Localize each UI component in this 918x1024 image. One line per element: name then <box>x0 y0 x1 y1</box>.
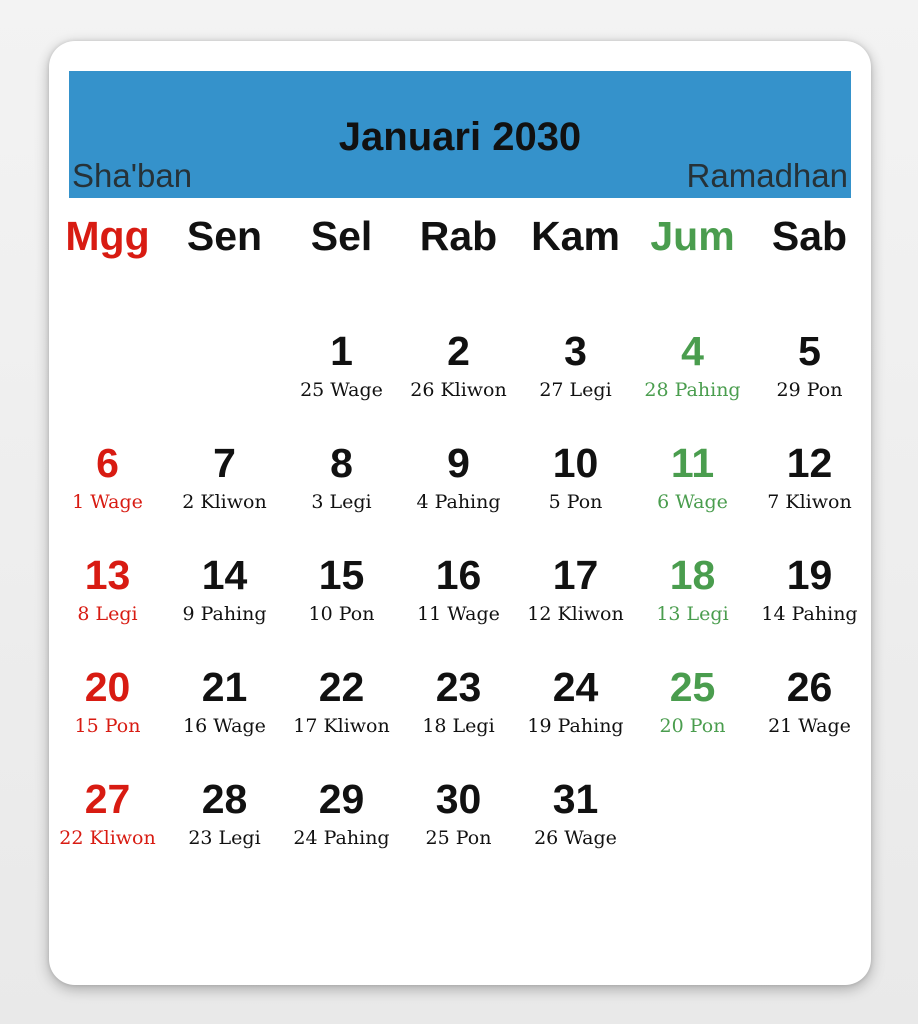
calendar-day-cell[interactable] <box>166 775 283 875</box>
calendar-day-cell[interactable] <box>517 551 634 651</box>
calendar-day-cell[interactable] <box>751 551 868 651</box>
javanese-date: 5 Pon <box>548 491 603 513</box>
javanese-date: 15 Pon <box>74 715 141 737</box>
calendar-day-cell[interactable] <box>166 551 283 651</box>
weekday-saturday: Sab <box>771 213 848 259</box>
calendar-day-cell[interactable] <box>517 663 634 763</box>
javanese-date: 26 Wage <box>534 827 617 849</box>
weekday-monday: Sen <box>186 213 263 259</box>
calendar-day-cell[interactable] <box>49 439 166 539</box>
javanese-date: 16 Wage <box>183 715 266 737</box>
day-number: 20 <box>84 664 131 710</box>
day-number: 23 <box>435 664 482 710</box>
day-number: 11 <box>670 440 715 486</box>
day-number: 29 <box>318 776 365 822</box>
day-number: 31 <box>552 776 599 822</box>
javanese-date: 1 Wage <box>72 491 143 513</box>
javanese-date: 2 Kliwon <box>182 491 267 513</box>
day-number: 30 <box>435 776 482 822</box>
calendar-day-cell[interactable] <box>634 327 751 427</box>
weekday-wednesday: Rab <box>419 213 498 259</box>
calendar-day-cell[interactable] <box>49 775 166 875</box>
calendar-day-cell[interactable] <box>634 551 751 651</box>
calendar-day-cell[interactable] <box>166 439 283 539</box>
javanese-date: 24 Pahing <box>293 827 390 849</box>
calendar-day-cell[interactable] <box>283 663 400 763</box>
day-number: 24 <box>552 664 599 710</box>
weekday-thursday: Kam <box>531 213 620 259</box>
day-number: 17 <box>552 552 599 598</box>
javanese-date: 20 Pon <box>659 715 726 737</box>
javanese-date: 12 Kliwon <box>527 603 624 625</box>
javanese-date: 22 Kliwon <box>59 827 156 849</box>
day-number: 12 <box>786 440 833 486</box>
day-number: 27 <box>84 776 131 822</box>
day-grid <box>49 41 871 985</box>
day-number: 16 <box>435 552 482 598</box>
javanese-date: 13 Legi <box>656 603 729 625</box>
calendar-day-cell[interactable] <box>283 439 400 539</box>
calendar-day-cell[interactable] <box>166 663 283 763</box>
day-number: 22 <box>318 664 365 710</box>
day-number: 5 <box>798 328 821 374</box>
day-number: 19 <box>786 552 833 598</box>
day-number: 18 <box>669 552 716 598</box>
day-number: 8 <box>330 440 353 486</box>
calendar-day-cell[interactable] <box>400 775 517 875</box>
calendar-day-cell[interactable] <box>283 327 400 427</box>
javanese-date: 9 Pahing <box>182 603 267 625</box>
weekday-friday: Jum <box>650 213 735 259</box>
javanese-date: 14 Pahing <box>761 603 858 625</box>
calendar-day-cell[interactable] <box>634 663 751 763</box>
day-number: 10 <box>552 440 599 486</box>
calendar-day-cell[interactable] <box>49 663 166 763</box>
day-number: 7 <box>213 440 236 486</box>
javanese-date: 18 Legi <box>422 715 495 737</box>
day-number: 26 <box>786 664 833 710</box>
javanese-date: 29 Pon <box>776 379 843 401</box>
calendar-day-cell[interactable] <box>400 663 517 763</box>
calendar-day-cell[interactable] <box>517 327 634 427</box>
calendar-day-cell[interactable] <box>751 439 868 539</box>
day-number: 9 <box>447 440 470 486</box>
javanese-date: 27 Legi <box>539 379 612 401</box>
weekday-sunday: Mgg <box>65 213 150 259</box>
calendar-day-cell[interactable] <box>283 551 400 651</box>
day-number: 2 <box>447 328 470 374</box>
javanese-date: 21 Wage <box>768 715 851 737</box>
month-title: Januari 2030 <box>338 115 582 159</box>
javanese-date: 4 Pahing <box>416 491 501 513</box>
day-number: 15 <box>318 552 365 598</box>
day-number: 3 <box>564 328 587 374</box>
hijri-month-end: Ramadhan <box>686 157 848 194</box>
calendar-card <box>49 41 871 985</box>
calendar-day-cell[interactable] <box>49 551 166 651</box>
javanese-date: 23 Legi <box>188 827 261 849</box>
calendar-day-cell[interactable] <box>634 439 751 539</box>
javanese-date: 28 Pahing <box>644 379 741 401</box>
javanese-date: 26 Kliwon <box>410 379 507 401</box>
day-number: 25 <box>669 664 716 710</box>
javanese-date: 19 Pahing <box>527 715 624 737</box>
javanese-date: 6 Wage <box>657 491 728 513</box>
calendar-day-cell[interactable] <box>517 439 634 539</box>
day-number: 6 <box>96 440 119 486</box>
javanese-date: 25 Pon <box>425 827 492 849</box>
calendar-day-cell[interactable] <box>751 327 868 427</box>
javanese-date: 11 Wage <box>417 603 500 625</box>
day-number: 14 <box>201 552 248 598</box>
hijri-month-start: Sha'ban <box>72 157 193 194</box>
calendar-day-cell[interactable] <box>517 775 634 875</box>
calendar-day-cell[interactable] <box>283 775 400 875</box>
calendar-day-cell[interactable] <box>400 551 517 651</box>
javanese-date: 8 Legi <box>77 603 138 625</box>
calendar-day-cell[interactable] <box>400 327 517 427</box>
calendar-day-cell[interactable] <box>751 663 868 763</box>
calendar-day-cell[interactable] <box>400 439 517 539</box>
day-number: 28 <box>201 776 248 822</box>
day-number: 21 <box>201 664 248 710</box>
weekday-tuesday: Sel <box>310 213 373 259</box>
javanese-date: 17 Kliwon <box>293 715 390 737</box>
javanese-date: 3 Legi <box>311 491 372 513</box>
day-number: 4 <box>681 328 704 374</box>
javanese-date: 7 Kliwon <box>767 491 852 513</box>
day-number: 13 <box>84 552 131 598</box>
javanese-date: 10 Pon <box>308 603 375 625</box>
javanese-date: 25 Wage <box>300 379 383 401</box>
day-number: 1 <box>330 328 353 374</box>
